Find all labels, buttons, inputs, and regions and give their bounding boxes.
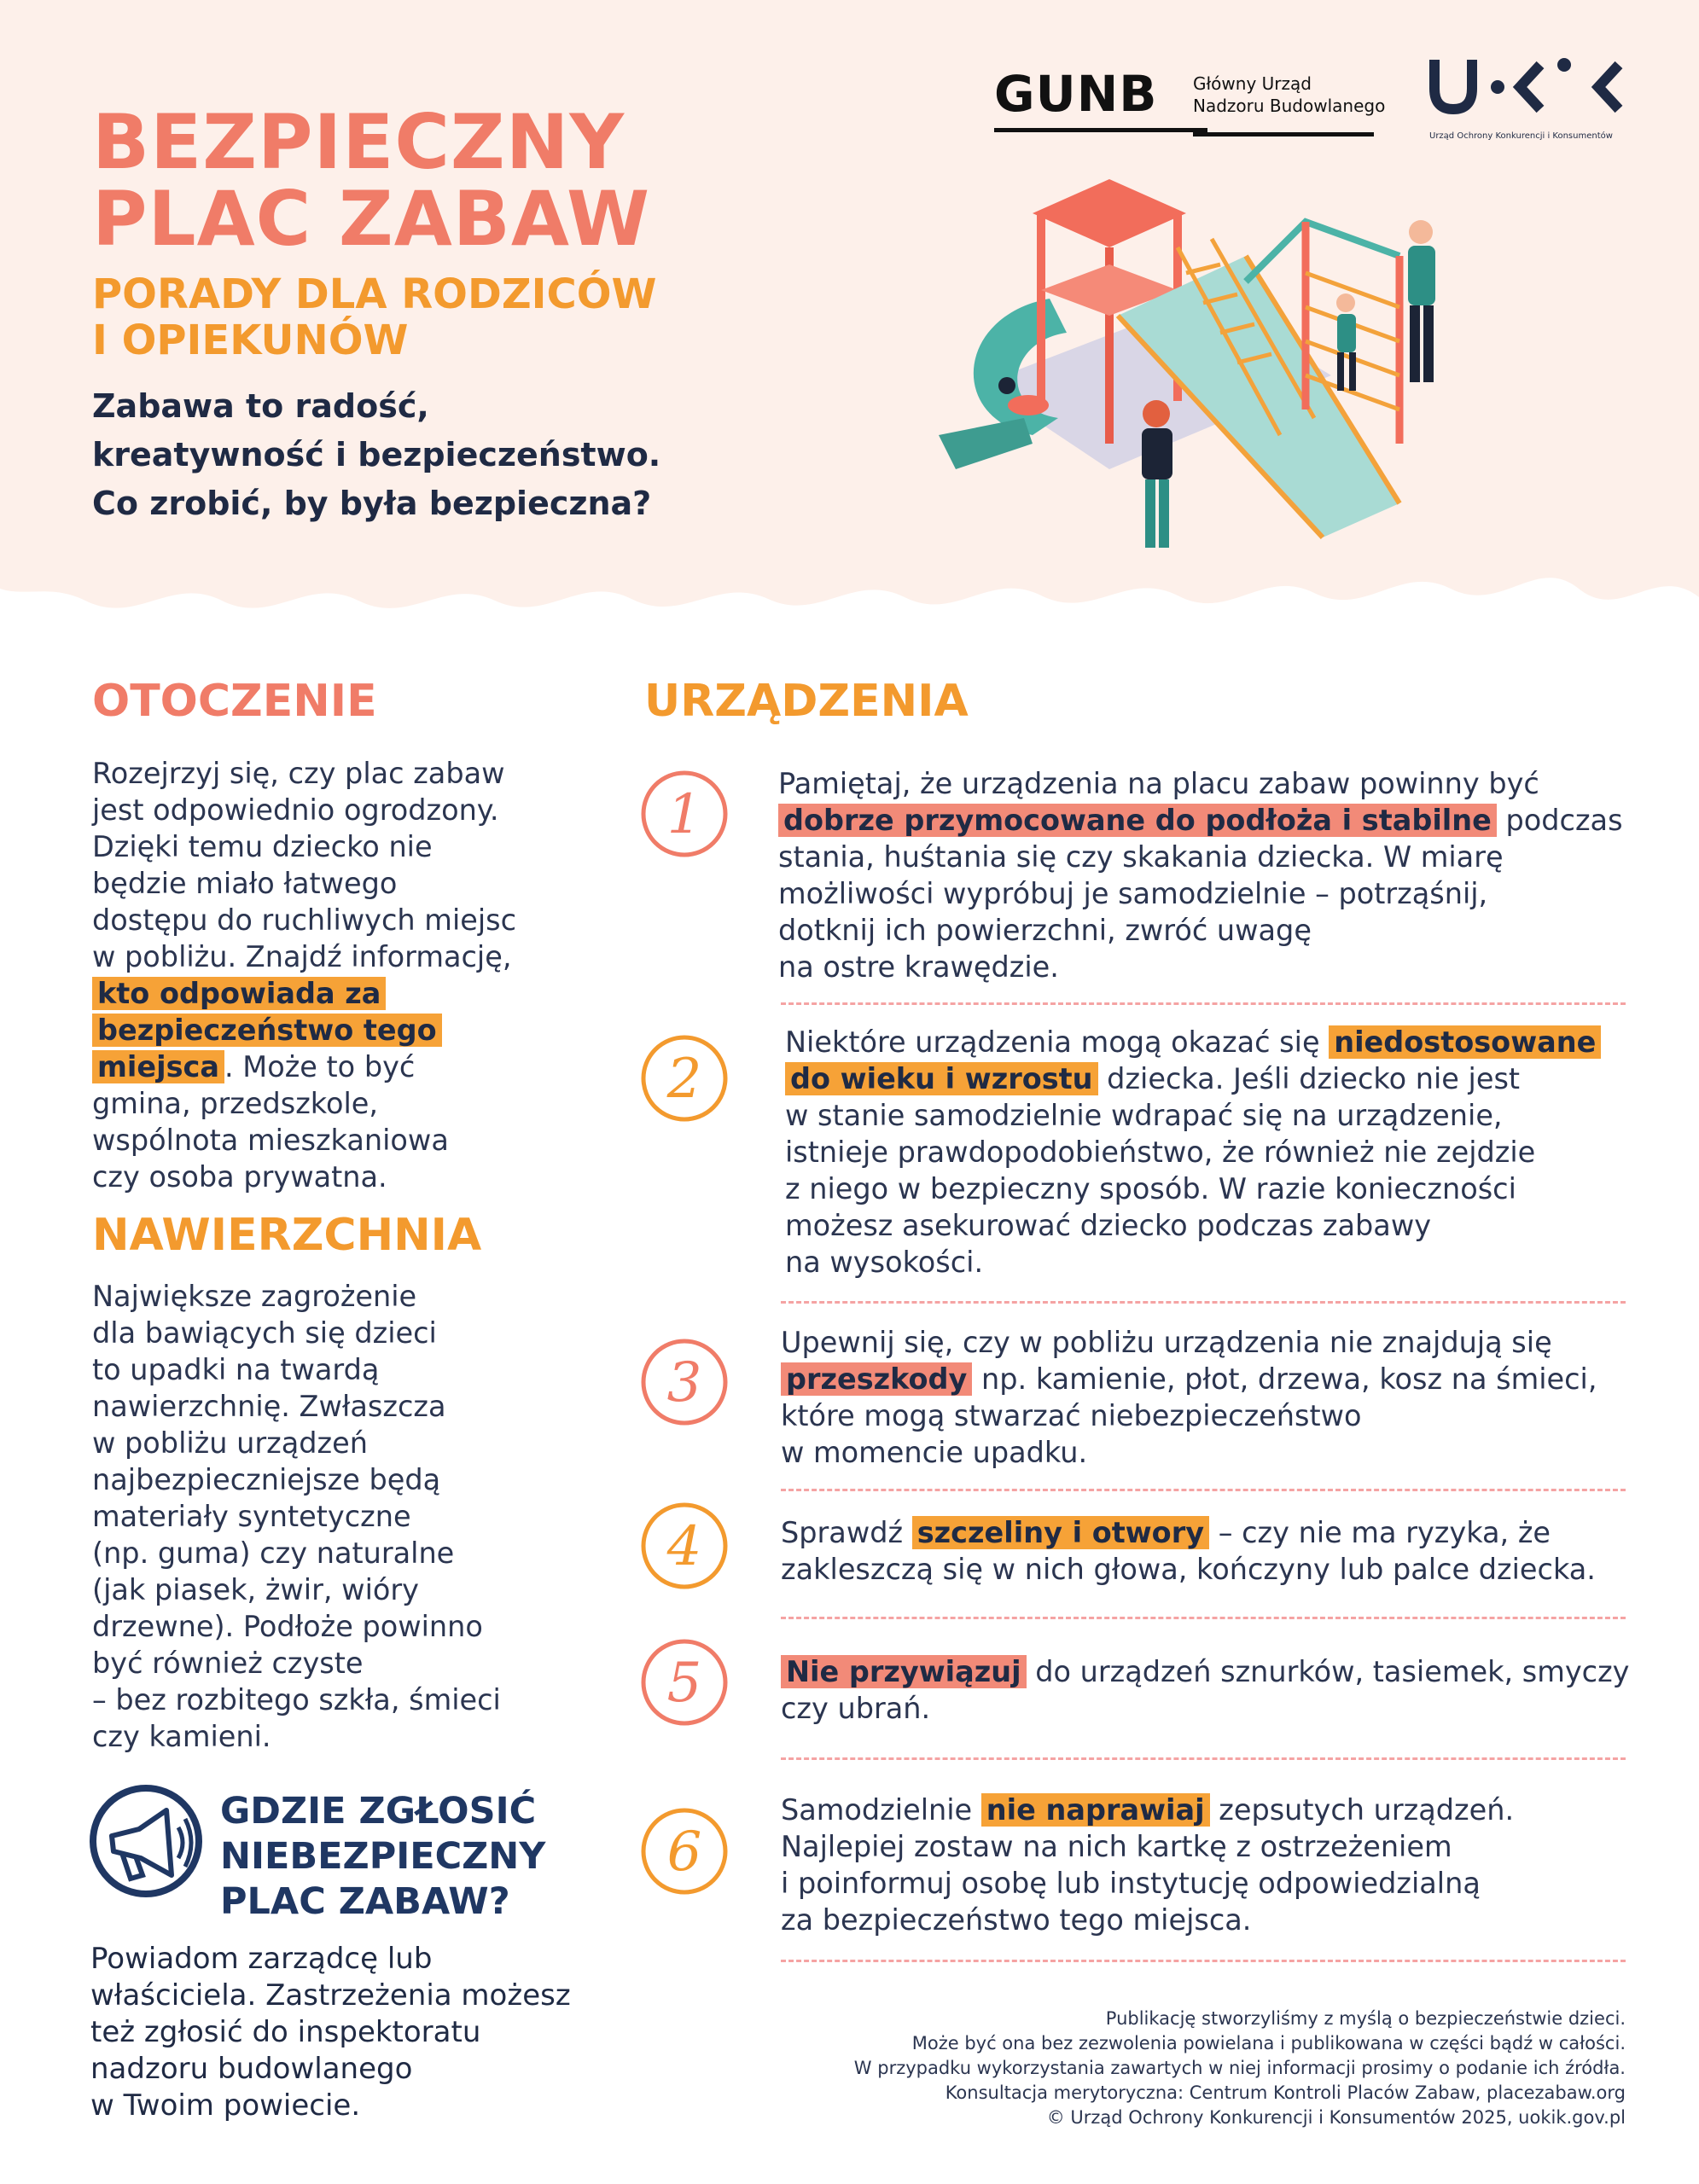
list-item: Nie przywiązuj do urządzeń sznurków, tasiemek, smyczy czy ubrań. (781, 1655, 1630, 1725)
uokik-logo (1429, 53, 1634, 141)
number-2-icon (638, 1032, 730, 1128)
highlight: nie naprawiaj (981, 1793, 1210, 1827)
section-heading-urzadzenia: URZĄDZENIA (644, 676, 969, 727)
highlight: miejsca (92, 1050, 224, 1083)
gunb-name: Główny Urząd Nadzoru Budowlanego (1193, 73, 1385, 136)
number-label: 3 (666, 1351, 702, 1414)
gunb-wordmark: GUNB (994, 65, 1158, 123)
list-item: Niektóre urządzenia mogą okazać się niedostosowane do wieku i wzrostu dziecka. Jeśli dziecko nie jest w stanie samodzielnie wdrapać się na urządzenie, istnieje prawdopodobieństwo, że również nie zejdzie z niego w bezpieczny sposób. W razie konieczności możesz asekurować dziecko podczas zabawy na wysokości. (785, 1024, 1638, 1281)
page-title: BEZPIECZNY PLAC ZABAW (92, 98, 651, 263)
divider (781, 1002, 1626, 1005)
highlight: kto odpowiada za (92, 977, 386, 1010)
lead-text: Zabawa to radość, kreatywność i bezpieczeństwo. Co zrobić, by była bezpieczna? (92, 387, 661, 522)
number-label: 5 (666, 1652, 702, 1715)
nawierzchnia-text: Największe zagrożenie dla bawiących się dzieci to upadki na twardą nawierzchnię. Zwłaszcza w pobliżu urządzeń najbezpieczniejsze będą materiały syntetyczne (np. guma) czy naturalne (jak piasek, żwir, wióry drzewne). Podłoże powinno być również czyste – bez rozbitego szkła, śmieci czy kamieni. (92, 1280, 501, 1753)
divider (781, 1960, 1626, 1962)
highlight: niedostosowane (1329, 1025, 1601, 1059)
gunb-logo (994, 65, 1207, 132)
highlight: przeszkody (781, 1362, 972, 1396)
highlight: Nie przywiązuj (781, 1655, 1027, 1688)
number-label: 6 (666, 1821, 702, 1884)
report-heading: GDZIE ZGŁOSIĆ NIEBEZPIECZNY PLAC ZABAW? (220, 1790, 546, 1923)
highlight: szczeliny i otwory (912, 1516, 1209, 1549)
divider (781, 1301, 1626, 1304)
section-heading-otoczenie: OTOCZENIE (92, 676, 377, 727)
highlight: bezpieczeństwo tego (92, 1014, 442, 1047)
number-5-icon (638, 1636, 730, 1732)
number-1-icon (638, 768, 730, 863)
highlight: dobrze przymocowane do podłoża i stabilne (778, 804, 1497, 837)
uokik-name: Urząd Ochrony Konkurencji i Konsumentów (1429, 131, 1613, 141)
list-item: Samodzielnie nie naprawiaj zepsutych urządzeń. Najlepiej zostaw na nich kartkę z ostrzeżeniem i poinformuj osobę lub instytucję odpowiedzialną za bezpieczeństwo tego miejsca. (781, 1793, 1515, 1937)
list-item: Pamiętaj, że urządzenia na placu zabaw powinny być dobrze przymocowane do podłoża i stabilne podczas stania, huśtania się czy skakania dziecka. W miarę możliwości wypróbuj je samodzielnie – potrząśnij, dotknij ich powierzchni, zwróć uwagę na ostre krawędzie. (778, 767, 1623, 984)
section-heading-nawierzchnia: NAWIERZCHNIA (92, 1210, 482, 1261)
highlight: do wieku i wzrostu (785, 1062, 1098, 1095)
playground-illustration (922, 162, 1502, 572)
divider (781, 1757, 1626, 1760)
number-6-icon (638, 1805, 730, 1901)
divider (781, 1617, 1626, 1619)
number-label: 2 (666, 1048, 702, 1111)
megaphone-icon (88, 1783, 204, 1911)
divider (781, 1489, 1626, 1491)
number-3-icon (638, 1336, 730, 1432)
report-text: Powiadom zarządcę lub właściciela. Zastrzeżenia możesz też zgłosić do inspektoratu nadzoru budowlanego w Twoim powiecie. (90, 1942, 571, 2123)
gunb-underline (994, 128, 1207, 132)
number-label: 1 (666, 783, 702, 846)
list-item: Upewnij się, czy w pobliżu urządzenia nie znajdują się przeszkody np. kamienie, płot, drzewa, kosz na śmieci, które mogą stwarzać niebezpieczeństwo w momencie upadku. (781, 1326, 1597, 1469)
page-subtitle: PORADY DLA RODZICÓW I OPIEKUNÓW (92, 270, 657, 364)
list-item: Sprawdź szczeliny i otwory – czy nie ma ryzyka, że zakleszczą się w nich głowa, kończyny lub palce dziecka. (781, 1516, 1596, 1586)
uokik-mark-icon (1429, 53, 1634, 130)
number-label: 4 (666, 1515, 702, 1578)
footer-notes: Publikację stworzyliśmy z myślą o bezpieczeństwie dzieci. Może być ona bez zezwolenia powielana i publikowana w części bądź w całości. W przypadku wykorzystania zawartych w niej informacji prosimy o podanie ich źródła. Konsultacja merytoryczna: Centrum Kontroli Placów Zabaw, placezabaw.org © Urząd Ochrony Konkurencji i Konsumentów 2025, uokik.gov.pl (853, 2008, 1626, 2128)
otoczenie-text: Rozejrzyj się, czy plac zabaw jest odpowiednio ogrodzony. Dzięki temu dziecko nie będzie miało łatwego dostępu do ruchliwych miejsc w pobliżu. Znajdź informację, kto odpowiada za bezpieczeństwo tego miejsca . Może to być gmina, przedszkole, wspólnota mieszkaniowa czy osoba prywatna. (92, 757, 517, 1194)
number-4-icon (638, 1500, 730, 1595)
